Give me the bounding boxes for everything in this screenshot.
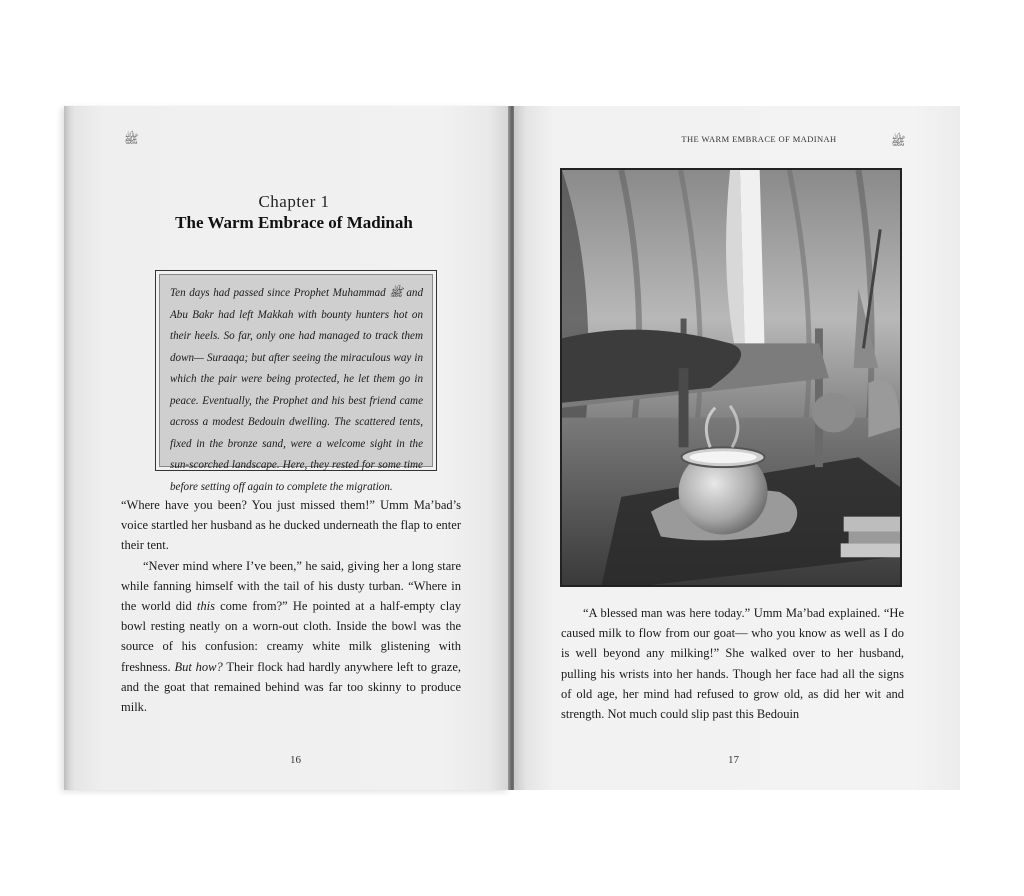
chapter-title: The Warm Embrace of Madinah [175,213,413,232]
emphasis: But how? [174,659,223,674]
left-page [64,106,510,790]
illustration-tent-interior [560,168,902,587]
paragraph-part: Their flock had hardly anywhere left to graze, and the goat that remained behind was far too skinny to produce milk. [121,659,462,715]
intro-text-part: and Abu Bakr had left Makkah with bounty hunters hot on their heels. So far, only one had managed to track them down— Suraaqa; but after seeing the miraculous way in which the pair were being protected, he let them go in peace. Eventually, the Prophet and his best friend came across a modest Bedouin dwelling. The scattered tents, fixed in the bronze sand, were a welcome sight in the sun-scorched landscape. Here, they rested for some time before setting off again to complete the migration. [170,287,423,493]
emphasis: this [196,599,215,614]
left-body-text [121,495,461,717]
paragraph: “Where have you been? You just missed them!” Umm Ma’bad’s voice startled her husband as he ducked underneath the flap to enter their tent. [121,498,461,553]
page-edge [64,106,76,790]
page-ornament: ﷺ [124,132,139,146]
paragraph: “A blessed man was here today.” Umm Ma’bad explained. “He caused milk to flow from our goat— who you know as well as I do is well beyond any milking!” She walked over to her husband, pulling his wrists into her hands. Though her face had all the signs of old age, her mind had refused to grow old, as did her wit and strength. Not much could slip past this Bedouin [561,606,904,722]
page-ornament: ﷺ [891,134,906,148]
chapter-number: Chapter 1 [258,192,330,211]
intro-box [155,270,437,493]
page-number: 17 [728,754,739,766]
right-page [514,106,960,790]
intro-text-part: Ten days had passed since Prophet Muhammad [170,287,390,299]
page-number: 16 [290,754,301,766]
paragraph-part: “Never mind where I’ve been,” he said, giving her a long stare while fanning himself with the tail of his dusty turban. “Where in the world did [121,558,461,614]
right-body-text [561,603,904,724]
open-book [64,106,960,790]
running-head: THE WARM EMBRACE OF MADINAH [681,134,837,144]
salutation-glyph: ﷺ [389,287,403,299]
paragraph [121,556,461,718]
intro-text [159,274,433,493]
illustration-svg [562,170,900,585]
paragraph-part: come from?” He pointed at a half-empty clay bowl resting neatly on a worn-out cloth. Inside the bowl was the source of his confusion: creamy white milk glistening with freshness. [121,599,461,674]
